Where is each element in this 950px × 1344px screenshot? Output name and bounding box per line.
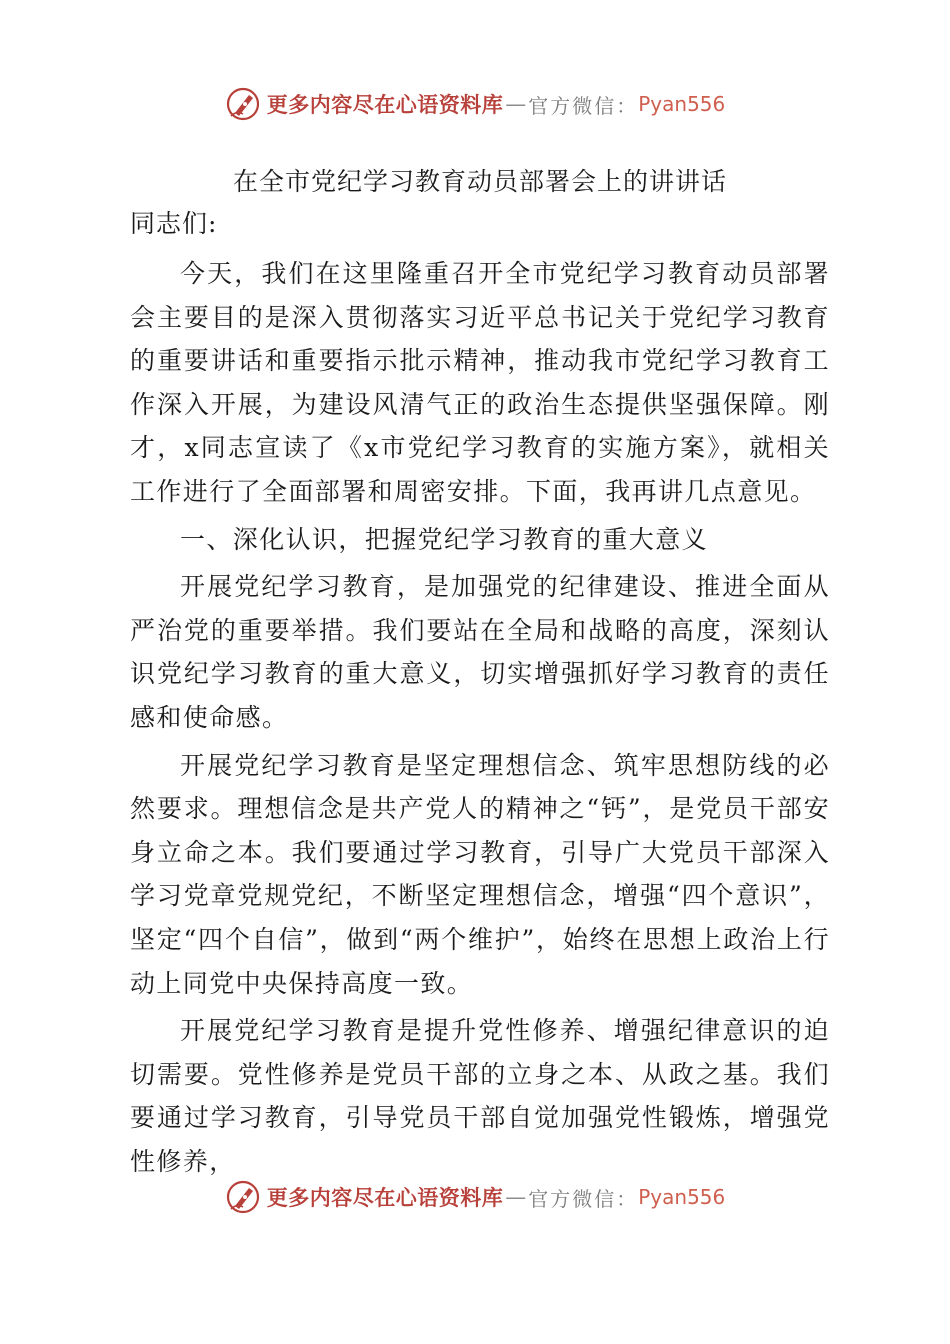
paragraph: 开展党纪学习教育，是加强党的纪律建设、推进全面从严治党的重要举措。我们要站在全局和战略的高度，深刻认识党纪学习教育的重大意义，切实增强抓好学习教育的责任感和使命感。	[130, 572, 830, 732]
wechat-label: 官方微信：	[528, 93, 639, 118]
brand-text: 更多内容尽在心语资料库	[266, 92, 504, 117]
footer-banner	[0, 1175, 950, 1219]
paragraph: 开展党纪学习教育是坚定理想信念、筑牢思想防线的必然要求。理想信念是共产党人的精神之“钙”，是党员干部安身立命之本。我们要通过学习教育，引导广大党员干部深入学习党章党规党纪，不断坚定理想信念，增强“四个意识”，坚定“四个自信”，做到“两个维护”，始终在思想上政治上行动上同党中央保持高度一致。	[130, 750, 830, 998]
header-banner	[0, 82, 950, 126]
document-body	[130, 162, 830, 1187]
brand-text: 更多内容尽在心语资料库	[266, 1185, 504, 1210]
paragraph: 今天，我们在这里隆重召开全市党纪学习教育动员部署会主要目的是深入贯彻落实习近平总书记关于党纪学习教育的重要讲话和重要指示批示精神，推动我市党纪学习教育工作深入开展，为建设风清气正的政治生态提供坚强保障。刚才，x同志宣读了《x市党纪学习教育的实施方案》，就相关工作进行了全面部署和周密安排。下面，我再讲几点意见。	[130, 259, 830, 506]
salutation: 同志们:	[130, 209, 218, 238]
banner-dash: —	[505, 92, 527, 116]
pen-nib-logo-icon	[225, 86, 261, 122]
section-heading: 一、深化认识，把握党纪学习教育的重大意义	[180, 524, 709, 554]
wechat-label: 官方微信：	[528, 1186, 639, 1211]
pen-nib-logo-icon	[225, 1179, 261, 1215]
paragraph: 开展党纪学习教育是提升党性修养、增强纪律意识的迫切需要。党性修养是党员干部的立身之本、从政之基。我们要通过学习教育，引导党员干部自觉加强党性锻炼，增强党性修养，	[130, 1016, 830, 1176]
banner-dash: —	[505, 1185, 527, 1209]
document-title: 在全市党纪学习教育动员部署会上的讲讲话	[232, 167, 727, 196]
wechat-id: Pyan556	[638, 92, 726, 116]
wechat-id: Pyan556	[638, 1185, 726, 1209]
